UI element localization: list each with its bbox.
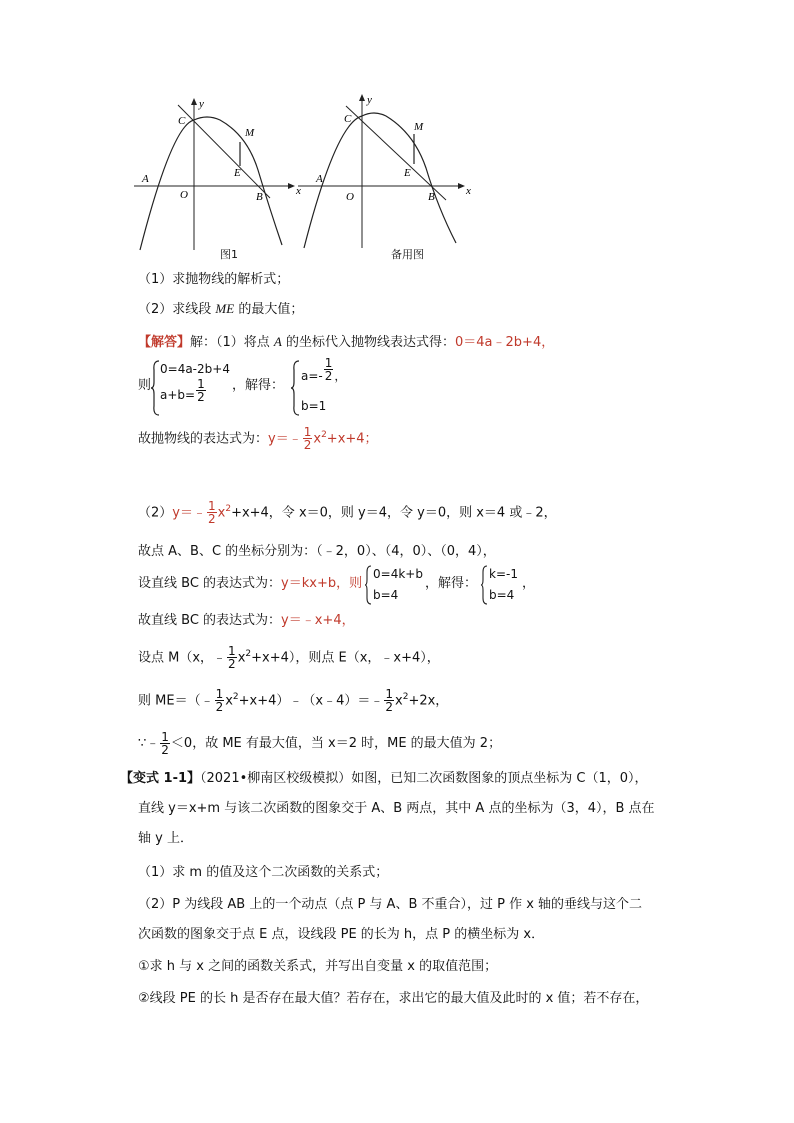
- p7-d: x: [395, 693, 403, 709]
- answer-line-3: [138, 426, 378, 451]
- frac-num: 1: [385, 687, 394, 702]
- answer-then: 则: [138, 378, 152, 393]
- brace-3: [364, 565, 372, 605]
- fig2-label-e: E: [404, 167, 411, 179]
- p7-line: [138, 688, 448, 713]
- q2-pre: （2）求线段: [138, 302, 216, 317]
- p8-b: ＜0，故 ME 有最大值，当 x＝2 时，ME 的最大值为 2；: [170, 736, 502, 751]
- fig1-label-e: E: [234, 167, 241, 179]
- l3-b: y＝﹣: [268, 431, 302, 447]
- fig1-line-bc: [178, 105, 270, 198]
- fig2-label-c: C: [344, 113, 352, 125]
- sys4-row2: b=4: [489, 588, 515, 602]
- p7-c: +x+4）﹣（x﹣4）＝﹣: [238, 693, 384, 709]
- fig1-label-b: B: [256, 191, 263, 203]
- fig2-label-x: x: [466, 185, 471, 197]
- p3-line: 故点 A、B、C 的坐标分别为：（﹣2，0）、（4，0）、（0，4），: [138, 544, 496, 559]
- variant-tag: 【变式 1-1】: [120, 771, 201, 786]
- frac-num: 1: [228, 644, 236, 659]
- p7-frac-2: [384, 688, 394, 713]
- fig2-label-m: M: [414, 121, 424, 133]
- fig2-caption: 备用图: [391, 248, 424, 261]
- p7-frac-1: [215, 688, 225, 713]
- p6-frac: [227, 645, 237, 670]
- p7-a: 则 ME＝（﹣: [138, 693, 214, 709]
- brace-4: [480, 565, 488, 605]
- l3-d: +x+4；: [326, 431, 378, 447]
- p7-sq-1: 2: [232, 692, 239, 702]
- answer-tag: 【解答】: [138, 335, 191, 350]
- fig1-caption: 图1: [220, 248, 238, 261]
- p5-a: 故直线 BC 的表达式为：: [138, 613, 282, 628]
- p4-c: ，解得：: [425, 576, 478, 591]
- p8-a: ∵﹣: [138, 736, 160, 751]
- fig2-x-arrow: [458, 183, 465, 189]
- variant-line-5: （2）P 为线段 AB 上的一个动点（点 P 与 A、B 不重合），过 P 作 x 轴的垂线与这个二: [138, 897, 643, 912]
- sys1-row1: 0=4a-2b+4: [160, 362, 230, 376]
- frac-num: 1: [303, 425, 312, 440]
- sys2-row1-lhs: a=-: [301, 369, 323, 383]
- sys3-row2: b=4: [373, 588, 399, 602]
- fig1-label-a: A: [142, 173, 149, 185]
- frac-num: 1: [324, 356, 333, 370]
- p7-b: x: [225, 693, 233, 709]
- sys2-comma: ，: [334, 369, 347, 383]
- p6-b: x: [237, 650, 246, 666]
- frac-num: 1: [215, 687, 224, 702]
- fig2-label-o: O: [346, 191, 354, 203]
- frac-den: 2: [324, 369, 333, 383]
- frac-den: 2: [161, 743, 169, 757]
- l3-frac: [303, 426, 313, 451]
- p6-line: [138, 645, 440, 670]
- frac-den: 2: [207, 512, 216, 527]
- variant-l1: （2021•柳南区校级模拟）如图，已知二次函数图象的顶点坐标为 C（1，0），: [200, 771, 648, 786]
- answer-l1-d: 0＝4a﹣2b+4，: [455, 335, 555, 350]
- frac-den: 2: [385, 700, 394, 715]
- sys2-row2: b=1: [301, 399, 327, 413]
- p6-sq: 2: [245, 649, 252, 659]
- p8-frac: [160, 731, 170, 756]
- answer-l1-c: 的坐标代入抛物线表达式得：: [281, 335, 456, 350]
- q2-post: 的最大值；: [234, 302, 304, 317]
- p6-c: +x+4），则点 E（x，﹣x+4），: [251, 650, 440, 666]
- fig2-label-y: y: [367, 94, 372, 106]
- fig1-parabola: [140, 117, 282, 250]
- frac-den: 2: [228, 657, 236, 672]
- p5-line: [138, 612, 355, 630]
- frac-num: 1: [197, 377, 205, 391]
- question-1: （1）求抛物线的解析式；: [138, 272, 290, 287]
- fig1-y-arrow: [191, 98, 197, 105]
- sys1-row2: [160, 377, 207, 404]
- fig1-x-arrow: [288, 183, 295, 189]
- frac-num: 1: [161, 730, 169, 744]
- p2-b: y＝﹣: [172, 505, 206, 521]
- p4-b: y＝kx+b，则: [281, 576, 363, 591]
- frac-den: 2: [215, 700, 224, 715]
- variant-line-6: 次函数的图象交于点 E 点，设线段 PE 的长为 h，点 P 的横坐标为 x．: [138, 927, 545, 942]
- answer-line-1: [138, 333, 554, 352]
- p8-line: [138, 731, 501, 756]
- p2-sq: 2: [225, 504, 232, 514]
- p4-d: ，: [522, 576, 536, 591]
- fig1-label-c: C: [178, 115, 186, 127]
- fig1-label-m: M: [245, 127, 255, 139]
- sys3-row1: 0=4k+b: [373, 567, 423, 581]
- p6-a: 设点 M（x，﹣: [138, 650, 227, 666]
- answer-l1-b: A: [273, 334, 282, 349]
- brace-2: [290, 360, 300, 416]
- fig2-label-b: B: [428, 191, 435, 203]
- frac-den: 2: [197, 390, 205, 404]
- variant-line-1: [120, 770, 648, 788]
- sys4-row1: k=-1: [489, 567, 518, 581]
- figure-2: [296, 88, 476, 260]
- p5-b: y＝﹣x+4，: [281, 613, 355, 628]
- sys1-fraction: [196, 378, 206, 403]
- p2-a: （2）: [138, 505, 173, 521]
- figure-1: [132, 90, 302, 260]
- variant-line-4: （1）求 m 的值及这个二次函数的关系式；: [138, 865, 389, 880]
- p7-e: +2x，: [408, 693, 449, 709]
- frac-den: 2: [303, 438, 312, 453]
- fig2-parabola: [304, 113, 456, 248]
- p4-a: 设直线 BC 的表达式为：: [138, 576, 282, 591]
- question-2: [138, 300, 303, 319]
- fig2-y-arrow: [359, 94, 365, 101]
- variant-line-2: 直线 y＝x+m 与该二次函数的图象交于 A、B 两点，其中 A 点的坐标为（3，4），B 点在: [138, 801, 655, 816]
- q2-var: ME: [215, 301, 235, 316]
- p2-d: +x+4，令 x＝0，则 y＝4，令 y＝0，则 x＝4 或﹣2，: [231, 505, 557, 521]
- p2-line: [138, 500, 557, 525]
- answer-solve: ，解得：: [232, 378, 285, 393]
- p4-line: [138, 575, 362, 593]
- frac-num: 1: [207, 499, 216, 514]
- fig1-label-y: y: [199, 98, 204, 110]
- l3-c: x: [313, 431, 322, 447]
- fig2-label-a: A: [316, 173, 323, 185]
- fig1-label-o: O: [180, 189, 188, 201]
- variant-line-8: ②线段 PE 的长 h 是否存在最大值？若存在，求出它的最大值及此时的 x 值；若不存在，: [138, 991, 649, 1006]
- sys2-row1: [301, 356, 347, 384]
- answer-l1-a: 解：（1）将点: [190, 335, 274, 350]
- variant-line-3: 轴 y 上．: [138, 831, 193, 846]
- p2-frac: [207, 500, 217, 525]
- p2-c: x: [217, 505, 226, 521]
- variant-line-7: ①求 h 与 x 之间的函数关系式，并写出自变量 x 的取值范围；: [138, 959, 498, 974]
- sys2-fraction: [324, 357, 334, 382]
- l3-a: 故抛物线的表达式为：: [138, 431, 269, 447]
- l3-sq: 2: [321, 430, 327, 440]
- p7-sq-2: 2: [402, 692, 409, 702]
- brace-1: [150, 360, 160, 416]
- sys1-row2-lhs: a+b=: [160, 388, 196, 402]
- fig1-label-x: x: [296, 185, 301, 197]
